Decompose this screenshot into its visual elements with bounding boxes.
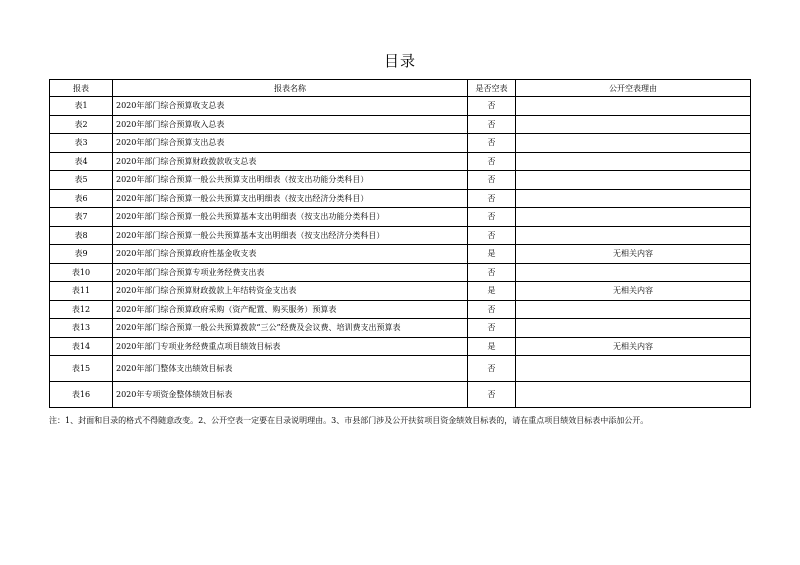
- row-id: 表11: [50, 282, 113, 301]
- row-name: 2020年部门综合预算政府采购（资产配置、购买服务）预算表: [113, 300, 468, 319]
- table-row: [50, 97, 751, 116]
- row-id: 表6: [50, 189, 113, 208]
- row-name: 2020年专项资金整体绩效目标表: [113, 382, 468, 408]
- table-row: [50, 300, 751, 319]
- row-id: 表12: [50, 300, 113, 319]
- row-name: 2020年部门综合预算一般公共预算支出明细表（按支出功能分类科目）: [113, 171, 468, 190]
- row-name: 2020年部门综合预算一般公共预算基本支出明细表（按支出功能分类科目）: [113, 208, 468, 227]
- row-empty-flag: 否: [468, 152, 516, 171]
- table-row: [50, 337, 751, 356]
- row-reason: 无相关内容: [516, 282, 751, 301]
- row-id: 表8: [50, 226, 113, 245]
- row-reason: [516, 134, 751, 153]
- row-id: 表5: [50, 171, 113, 190]
- row-empty-flag: 是: [468, 337, 516, 356]
- row-id: 表9: [50, 245, 113, 264]
- header-empty: 是否空表: [468, 80, 516, 97]
- row-empty-flag: 否: [468, 208, 516, 227]
- table-row: [50, 356, 751, 382]
- row-reason: 无相关内容: [516, 245, 751, 264]
- table-row: [50, 282, 751, 301]
- row-id: 表3: [50, 134, 113, 153]
- row-empty-flag: 否: [468, 382, 516, 408]
- row-name: 2020年部门综合预算一般公共预算支出明细表（按支出经济分类科目）: [113, 189, 468, 208]
- row-empty-flag: 否: [468, 226, 516, 245]
- row-name: 2020年部门综合预算支出总表: [113, 134, 468, 153]
- row-empty-flag: 否: [468, 115, 516, 134]
- table-row: [50, 226, 751, 245]
- row-reason: [516, 319, 751, 338]
- row-name: 2020年部门综合预算财政拨款上年结转资金支出表: [113, 282, 468, 301]
- table-header-row: [50, 80, 751, 97]
- table-of-contents: [49, 79, 751, 408]
- row-name: 2020年部门综合预算收支总表: [113, 97, 468, 116]
- row-id: 表15: [50, 356, 113, 382]
- row-reason: [516, 208, 751, 227]
- row-id: 表4: [50, 152, 113, 171]
- row-id: 表7: [50, 208, 113, 227]
- row-reason: [516, 115, 751, 134]
- table-row: [50, 245, 751, 264]
- header-name: 报表名称: [113, 80, 468, 97]
- row-name: 2020年部门综合预算专项业务经费支出表: [113, 263, 468, 282]
- table-row: [50, 208, 751, 227]
- row-reason: [516, 152, 751, 171]
- row-id: 表16: [50, 382, 113, 408]
- header-id: 报表: [50, 80, 113, 97]
- row-name: 2020年部门整体支出绩效目标表: [113, 356, 468, 382]
- row-reason: [516, 171, 751, 190]
- row-empty-flag: 否: [468, 356, 516, 382]
- row-id: 表13: [50, 319, 113, 338]
- row-reason: [516, 189, 751, 208]
- row-name: 2020年部门综合预算一般公共预算拨款“三公”经费及会议费、培训费支出预算表: [113, 319, 468, 338]
- row-empty-flag: 否: [468, 97, 516, 116]
- row-name: 2020年部门专项业务经费重点项目绩效目标表: [113, 337, 468, 356]
- row-reason: [516, 356, 751, 382]
- row-reason: [516, 226, 751, 245]
- row-name: 2020年部门综合预算财政拨款收支总表: [113, 152, 468, 171]
- table-row: [50, 382, 751, 408]
- row-id: 表1: [50, 97, 113, 116]
- row-reason: [516, 382, 751, 408]
- page-title: 目录: [383, 52, 416, 70]
- row-name: 2020年部门综合预算政府性基金收支表: [113, 245, 468, 264]
- row-reason: 无相关内容: [516, 337, 751, 356]
- row-id: 表2: [50, 115, 113, 134]
- table-row: [50, 171, 751, 190]
- table-row: [50, 152, 751, 171]
- row-empty-flag: 否: [468, 134, 516, 153]
- table-row: [50, 134, 751, 153]
- row-name: 2020年部门综合预算一般公共预算基本支出明细表（按支出经济分类科目）: [113, 226, 468, 245]
- table-row: [50, 189, 751, 208]
- row-empty-flag: 否: [468, 171, 516, 190]
- footnote: 注：1、封面和目录的格式不得随意改变。2、公开空表一定要在目录说明理由。3、市县部门涉及公开扶贫项目资金绩效目标表的，请在重点项目绩效目标表中添加公开。: [49, 416, 649, 425]
- row-empty-flag: 否: [468, 189, 516, 208]
- row-name: 2020年部门综合预算收入总表: [113, 115, 468, 134]
- table-row: [50, 263, 751, 282]
- row-empty-flag: 否: [468, 263, 516, 282]
- row-empty-flag: 是: [468, 282, 516, 301]
- row-empty-flag: 否: [468, 300, 516, 319]
- table-row: [50, 319, 751, 338]
- header-reason: 公开空表理由: [516, 80, 751, 97]
- table-row: [50, 115, 751, 134]
- row-reason: [516, 263, 751, 282]
- row-id: 表14: [50, 337, 113, 356]
- row-empty-flag: 否: [468, 319, 516, 338]
- row-id: 表10: [50, 263, 113, 282]
- row-reason: [516, 97, 751, 116]
- row-empty-flag: 是: [468, 245, 516, 264]
- row-reason: [516, 300, 751, 319]
